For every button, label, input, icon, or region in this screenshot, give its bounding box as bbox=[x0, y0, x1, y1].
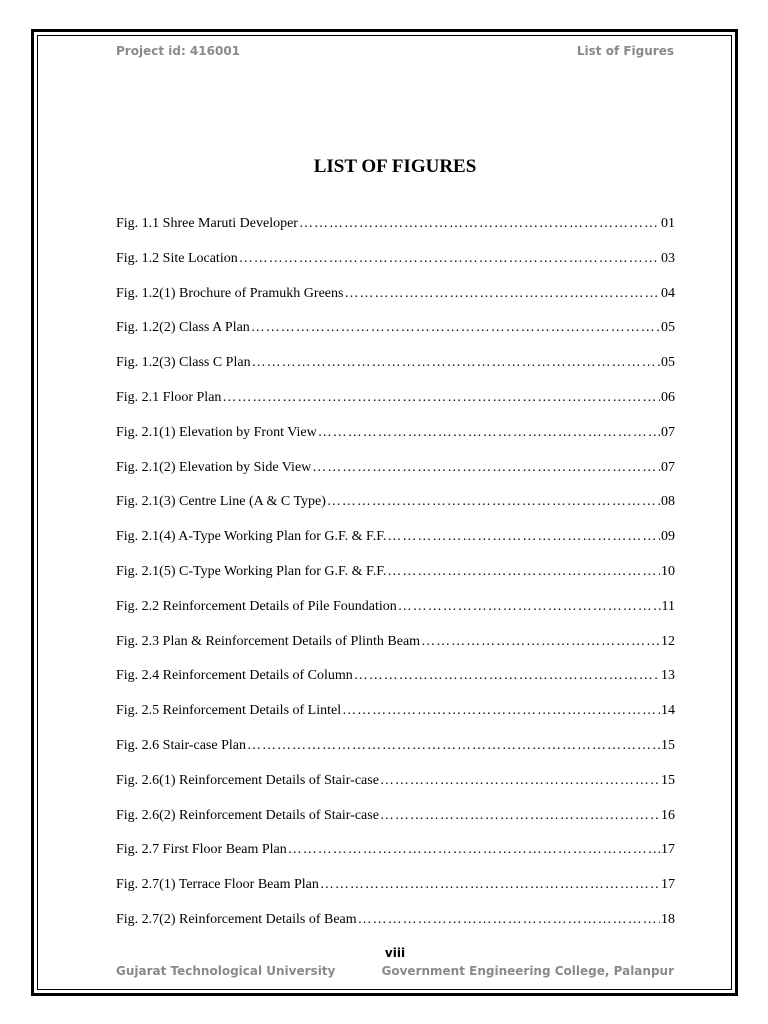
figure-label: Fig. 2.1(1) Elevation by Front View bbox=[116, 424, 317, 440]
figure-entry bbox=[116, 286, 675, 321]
figure-label: Fig. 1.1 Shree Maruti Developer bbox=[116, 216, 298, 231]
figure-label: Fig. 2.7 First Floor Beam Plan bbox=[116, 842, 287, 858]
page-title: LIST OF FIGURES bbox=[313, 156, 477, 177]
figure-page: 11 bbox=[661, 598, 675, 614]
figure-entry bbox=[116, 251, 675, 286]
figure-entry bbox=[116, 703, 675, 738]
figure-page: 07 bbox=[661, 424, 675, 440]
dot-leader bbox=[354, 668, 660, 684]
figure-entry bbox=[116, 460, 675, 495]
figure-page: 17 bbox=[661, 877, 675, 893]
dot-leader bbox=[312, 460, 660, 476]
figure-entry bbox=[116, 425, 675, 460]
figure-label: Fig. 2.6 Stair-case Plan bbox=[116, 737, 246, 753]
header-project-id: Project id: 416001 bbox=[116, 44, 241, 58]
dot-leader bbox=[299, 216, 660, 232]
figure-entry bbox=[116, 634, 675, 669]
footer-college: Government Engineering College, Palanpur bbox=[381, 964, 674, 978]
dot-leader bbox=[421, 634, 660, 650]
figure-page: 05 bbox=[661, 355, 675, 371]
figure-label: Fig. 2.1 Floor Plan bbox=[116, 389, 222, 405]
header-section: List of Figures bbox=[576, 44, 674, 58]
figure-page: 15 bbox=[661, 772, 675, 788]
dot-leader bbox=[387, 529, 660, 545]
figure-page: 10 bbox=[661, 563, 675, 579]
dot-leader bbox=[342, 703, 660, 719]
figure-page: 18 bbox=[661, 911, 675, 927]
figure-entry bbox=[116, 738, 675, 773]
figure-entry bbox=[116, 877, 675, 912]
dot-leader bbox=[222, 390, 660, 406]
figure-label: Fig. 1.2 Site Location bbox=[116, 250, 238, 266]
figure-label: Fig. 1.2(1) Brochure of Pramukh Greens bbox=[116, 285, 344, 301]
figure-page: 08 bbox=[661, 494, 675, 510]
figure-page: 01 bbox=[661, 216, 675, 231]
figure-page: 09 bbox=[661, 529, 675, 545]
figure-entry bbox=[116, 390, 675, 425]
figure-list bbox=[116, 216, 675, 947]
figure-entry bbox=[116, 529, 675, 564]
figure-label: Fig. 2.4 Reinforcement Details of Column bbox=[116, 668, 353, 684]
dot-leader bbox=[252, 355, 660, 371]
figure-page: 03 bbox=[661, 250, 675, 266]
figure-page: 12 bbox=[661, 633, 675, 649]
dot-leader bbox=[239, 251, 660, 267]
dot-leader bbox=[387, 564, 660, 580]
figure-label: Fig. 1.2(2) Class A Plan bbox=[116, 320, 250, 336]
dot-leader bbox=[247, 738, 660, 754]
figure-entry bbox=[116, 808, 675, 843]
figure-label: Fig. 2.7(1) Terrace Floor Beam Plan bbox=[116, 877, 319, 893]
figure-page: 15 bbox=[661, 737, 675, 753]
figure-page: 13 bbox=[661, 668, 675, 684]
figure-label: Fig. 2.1(5) C-Type Working Plan for G.F. & F.F. bbox=[116, 563, 387, 579]
figure-page: 06 bbox=[661, 389, 675, 405]
figure-label: Fig. 2.2 Reinforcement Details of Pile Foundation bbox=[116, 598, 397, 614]
dot-leader bbox=[251, 320, 660, 336]
figure-entry bbox=[116, 355, 675, 390]
dot-leader bbox=[380, 808, 660, 824]
figure-entry bbox=[116, 494, 675, 529]
figure-page: 04 bbox=[661, 285, 675, 301]
dot-leader bbox=[358, 912, 660, 928]
figure-label: Fig. 2.6(2) Reinforcement Details of Stair-case bbox=[116, 807, 379, 823]
figure-entry bbox=[116, 773, 675, 808]
figure-entry bbox=[116, 320, 675, 355]
figure-label: Fig. 2.7(2) Reinforcement Details of Beam bbox=[116, 911, 357, 927]
figure-entry bbox=[116, 599, 675, 634]
figure-entry bbox=[116, 216, 675, 251]
dot-leader bbox=[327, 494, 660, 510]
figure-label: Fig. 2.5 Reinforcement Details of Lintel bbox=[116, 703, 342, 719]
figure-page: 07 bbox=[661, 459, 675, 475]
dot-leader bbox=[344, 286, 660, 302]
dot-leader bbox=[398, 599, 661, 615]
dot-leader bbox=[380, 773, 660, 789]
figure-entry bbox=[116, 842, 675, 877]
figure-label: Fig. 1.2(3) Class C Plan bbox=[116, 355, 251, 371]
figure-page: 14 bbox=[661, 703, 675, 719]
dot-leader bbox=[318, 425, 660, 441]
figure-entry bbox=[116, 668, 675, 703]
figure-page: 16 bbox=[661, 807, 675, 823]
figure-entry bbox=[116, 564, 675, 599]
figure-label: Fig. 2.3 Plan & Reinforcement Details of Plinth Beam bbox=[116, 633, 421, 649]
figure-page: 05 bbox=[661, 320, 675, 336]
figure-label: Fig. 2.1(3) Centre Line (A & C Type) bbox=[116, 494, 326, 510]
figure-label: Fig. 2.1(2) Elevation by Side View bbox=[116, 459, 312, 475]
dot-leader bbox=[288, 842, 660, 858]
figure-label: Fig. 2.1(4) A-Type Working Plan for G.F. & F.F. bbox=[116, 529, 387, 545]
dot-leader bbox=[320, 877, 660, 893]
footer-university: Gujarat Technological University bbox=[116, 964, 336, 978]
figure-label: Fig. 2.6(1) Reinforcement Details of Stair-case bbox=[116, 772, 379, 788]
page-number: viii bbox=[384, 946, 406, 960]
figure-page: 17 bbox=[661, 842, 675, 858]
figure-entry bbox=[116, 912, 675, 947]
